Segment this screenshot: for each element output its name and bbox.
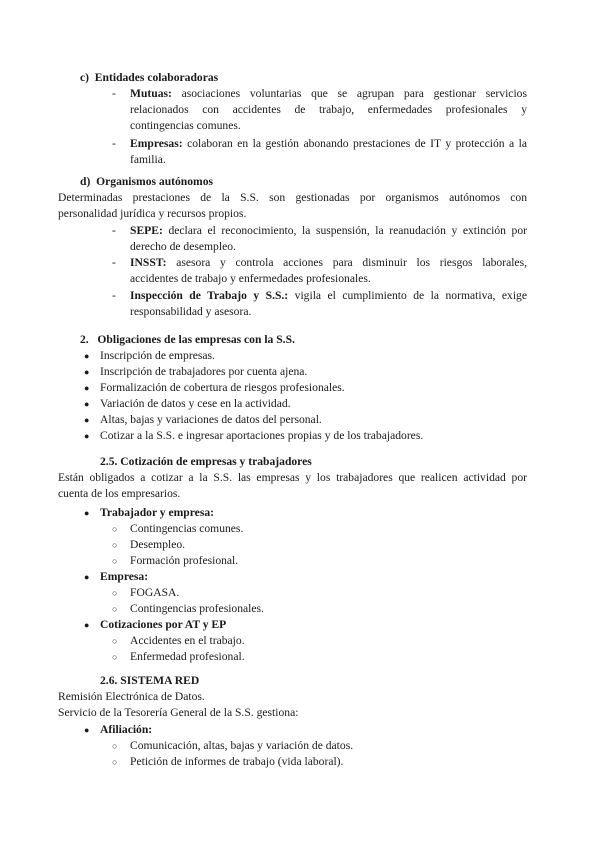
- bullet-icon: ●: [84, 572, 90, 582]
- dash-bullet: -: [112, 256, 116, 269]
- obligacion-item: Cotizar a la S.S. e ingresar aportaciones propias y de los trabajadores.: [100, 429, 424, 442]
- red-line-1: Remisión Electrónica de Datos.: [58, 690, 205, 703]
- dash-bullet: -: [112, 224, 116, 237]
- red-line-2: Servicio de la Tesorería General de la S.S. gestiona:: [58, 706, 299, 719]
- heading-entidades-colaboradoras: c) Entidades colaboradoras: [80, 71, 219, 84]
- group-empresa: Empresa:: [100, 570, 149, 583]
- circle-bullet-icon: ○: [112, 540, 118, 550]
- inspeccion-line-1: Inspección de Trabajo y S.S.: vigila el cumplimiento de la normativa, exige: [130, 289, 527, 302]
- sub-item: Comunicación, altas, bajas y variación de datos.: [130, 739, 354, 752]
- group-trabajador-empresa: Trabajador y empresa:: [100, 506, 214, 519]
- empresas-line-2: familia.: [130, 153, 166, 166]
- sub-item: FOGASA.: [130, 586, 180, 599]
- bullet-icon: ●: [84, 508, 90, 518]
- dash-bullet: -: [112, 289, 116, 302]
- group-cotizaciones-at-ep: Cotizaciones por AT y EP: [100, 618, 227, 631]
- inspeccion-line-2: responsabilidad y asesora.: [130, 305, 252, 318]
- cotizacion-intro-line-2: cuenta de los empresarios.: [58, 487, 181, 500]
- sub-item: Formación profesional.: [130, 554, 239, 567]
- sepe-line-1: SEPE: declara el reconocimiento, la suspensión, la reanudación y extinción por: [130, 224, 527, 237]
- mutuas-line-3: contingencias comunes.: [130, 119, 241, 132]
- obligacion-item: Variación de datos y cese en la actividad.: [100, 397, 291, 410]
- organismos-intro-line-2: personalidad jurídica y recursos propios.: [58, 207, 247, 220]
- insst-line-2: accidentes de trabajo y enfermedades profesionales.: [130, 272, 371, 285]
- bullet-icon: ●: [84, 383, 90, 393]
- sub-item: Accidentes en el trabajo.: [130, 634, 245, 647]
- sub-item: Enfermedad profesional.: [130, 650, 245, 663]
- circle-bullet-icon: ○: [112, 556, 118, 566]
- obligacion-item: Altas, bajas y variaciones de datos del personal.: [100, 413, 322, 426]
- heading-sistema-red: 2.6. SISTEMA RED: [100, 674, 200, 687]
- bullet-icon: ●: [84, 351, 90, 361]
- dash-bullet: -: [112, 137, 116, 150]
- bullet-icon: ●: [84, 431, 90, 441]
- mutuas-line-1: Mutuas: asociaciones voluntarias que se agrupan para gestionar servicios: [130, 87, 527, 100]
- sub-item: Petición de informes de trabajo (vida laboral).: [130, 755, 344, 768]
- circle-bullet-icon: ○: [112, 524, 118, 534]
- organismos-intro-line-1: Determinadas prestaciones de la S.S. son gestionadas por organismos autónomos con: [58, 191, 527, 204]
- mutuas-line-2: relacionados con accidentes de trabajo, enfermedades profesionales y: [130, 103, 527, 116]
- circle-bullet-icon: ○: [112, 604, 118, 614]
- obligacion-item: Inscripción de empresas.: [100, 349, 215, 362]
- bullet-icon: ●: [84, 620, 90, 630]
- circle-bullet-icon: ○: [112, 757, 118, 767]
- sub-item: Contingencias profesionales.: [130, 602, 264, 615]
- circle-bullet-icon: ○: [112, 741, 118, 751]
- bullet-icon: ●: [84, 415, 90, 425]
- sepe-line-2: derecho de desempleo.: [130, 240, 236, 253]
- bullet-icon: ●: [84, 367, 90, 377]
- heading-cotizacion: 2.5. Cotización de empresas y trabajadores: [100, 455, 312, 468]
- cotizacion-intro-line-1: Están obligados a cotizar a la S.S. las empresas y los trabajadores que realicen actividad por: [58, 471, 527, 484]
- bullet-icon: ●: [84, 399, 90, 409]
- obligacion-item: Inscripción de trabajadores por cuenta ajena.: [100, 365, 308, 378]
- sub-item: Desempleo.: [130, 538, 186, 551]
- circle-bullet-icon: ○: [112, 636, 118, 646]
- circle-bullet-icon: ○: [112, 588, 118, 598]
- heading-obligaciones: 2. Obligaciones de las empresas con la S.S.: [80, 333, 295, 346]
- empresas-line-1: Empresas: colaboran en la gestión abonando prestaciones de IT y protección a la: [130, 137, 527, 150]
- bullet-icon: ●: [84, 725, 90, 735]
- insst-line-1: INSST: asesora y controla acciones para disminuir los riesgos laborales,: [130, 256, 527, 269]
- circle-bullet-icon: ○: [112, 652, 118, 662]
- group-afiliacion: Afiliación:: [100, 723, 153, 736]
- dash-bullet: -: [112, 87, 116, 100]
- obligacion-item: Formalización de cobertura de riesgos profesionales.: [100, 381, 345, 394]
- heading-organismos-autonomos: d) Organismos autónomos: [80, 175, 214, 188]
- sub-item: Contingencias comunes.: [130, 522, 244, 535]
